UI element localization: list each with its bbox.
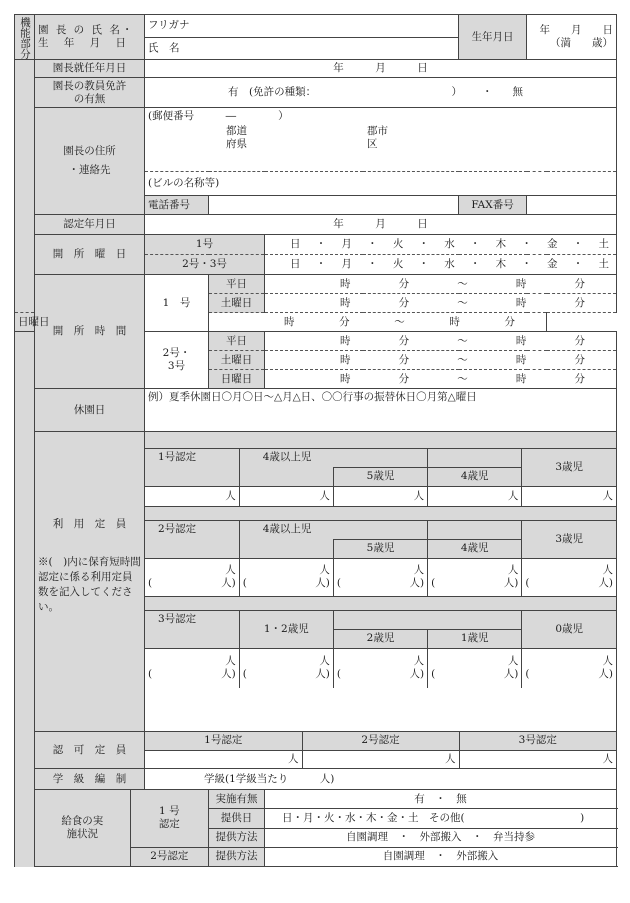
capacity-input[interactable]: 人 ( 人)	[239, 648, 333, 688]
hours-day-label: 日曜日	[209, 370, 265, 389]
hours-day-label: 日曜日	[15, 313, 35, 332]
age-3: 3歳児	[522, 448, 616, 486]
capacity-input[interactable]: 人 ( 人)	[145, 648, 239, 688]
birthdate-field[interactable]: 年 月 日 （満 歳）	[527, 15, 617, 60]
tel-input[interactable]	[209, 196, 459, 215]
age-5: 5歳児	[333, 539, 427, 558]
hours-day-label: 土曜日	[209, 351, 265, 370]
capacity-input[interactable]: 人	[522, 486, 616, 506]
capacity-input[interactable]: 人	[333, 486, 427, 506]
license-field[interactable]: 有 (免許の種類： ） ・ 無	[145, 78, 617, 108]
approval-table	[145, 732, 616, 768]
hours-row[interactable]: 時 分 ～ 時 分	[265, 294, 617, 313]
age-0: 0歳児	[522, 610, 616, 648]
address-label: 園長の住所 ・連絡先	[35, 108, 145, 215]
age-4: 4歳児	[428, 467, 522, 486]
meal-days-field[interactable]: 日・月・火・水・木・金・土 その他( )	[265, 809, 617, 828]
meal-method-field-2go[interactable]: 自園調理 ・ 外部搬入	[265, 847, 617, 866]
name-label: 氏 名	[145, 37, 209, 60]
hours-row[interactable]: 時 分 ～ 時 分	[265, 332, 617, 351]
hours-day-label: 土曜日	[209, 294, 265, 313]
approval-label: 認 可 定 員	[35, 732, 145, 769]
hours-row[interactable]: 時 分 ～ 時 分	[265, 275, 617, 294]
capacity-input[interactable]: 人 ( 人)	[333, 648, 427, 688]
birthdate-label: 生年月日	[459, 15, 527, 60]
director-name-label: 園 長 の 氏 名・ 生 年 月 日	[35, 15, 145, 60]
open-hours-type-2: 2号・ 3号	[145, 332, 209, 389]
capacity-3go-label: 3号認定	[145, 610, 239, 648]
section-label: 機能部分	[15, 15, 35, 60]
approval-2go-label: 2号認定	[302, 732, 459, 750]
age-1-2: 1・2歳児	[239, 610, 333, 648]
tel-label: 電話番号	[145, 196, 209, 215]
capacity-input[interactable]: 人 ( 人)	[522, 558, 616, 596]
age-4: 4歳児	[428, 539, 522, 558]
age-2: 2歳児	[333, 629, 427, 648]
furigana-label: フリガナ	[145, 15, 209, 38]
hours-day-label: 平日	[209, 275, 265, 294]
age-over4: 4歳以上児	[239, 520, 427, 539]
meal-1go-label: 1 号 認定	[130, 790, 208, 847]
open-days-row-1[interactable]: 日 ・ 月 ・ 火 ・ 水 ・ 木 ・ 金 ・ 土	[265, 235, 617, 255]
capacity-input[interactable]: 人 ( 人)	[428, 558, 522, 596]
hours-row[interactable]: 時 分 ～ 時 分	[265, 351, 617, 370]
approval-1go-input[interactable]: 人	[145, 750, 302, 768]
open-days-type-1: 1号	[145, 235, 265, 255]
capacity-label-cell: 利 用 定 員 ※( )内に保育短時間認定に係る利用定員数を記入してください。	[35, 432, 145, 732]
capacity-input[interactable]: 人	[239, 486, 333, 506]
age-3: 3歳児	[522, 520, 616, 558]
open-days-row-2[interactable]: 日 ・ 月 ・ 火 ・ 水 ・ 木 ・ 金 ・ 土	[265, 255, 617, 275]
capacity-2go-label: 2号認定	[145, 520, 239, 558]
section-label-continued	[15, 332, 35, 867]
open-hours-label: 開 所 時 間	[35, 275, 145, 389]
meal-label-block	[35, 790, 209, 867]
open-days-type-2: 2号・3号	[145, 255, 265, 275]
classes-field[interactable]: 学級(1学級当たり 人)	[145, 769, 617, 790]
meal-impl-label: 実施有無	[209, 790, 265, 809]
capacity-input[interactable]: 人	[428, 486, 522, 506]
approval-3go-label: 3号認定	[459, 732, 616, 750]
hours-row[interactable]: 時 分 ～ 時 分	[209, 313, 547, 332]
meal-impl-field[interactable]: 有 ・ 無	[265, 790, 617, 809]
name-input[interactable]	[209, 37, 459, 60]
capacity-grid	[145, 432, 617, 732]
age-1: 1歳児	[428, 629, 522, 648]
meal-label: 給食の実 施状況	[35, 790, 130, 866]
hours-day-label: 平日	[209, 332, 265, 351]
approval-1go-label: 1号認定	[145, 732, 302, 750]
appointment-date-label: 園長就任年月日	[35, 60, 145, 78]
facility-function-form	[14, 14, 617, 867]
capacity-input[interactable]: 人	[145, 486, 239, 506]
capacity-table	[145, 432, 616, 688]
meal-label-table	[35, 790, 208, 866]
approval-2go-input[interactable]: 人	[302, 750, 459, 768]
open-hours-type-1: 1 号	[145, 275, 209, 332]
fax-label: FAX番号	[459, 196, 527, 215]
certification-date-field[interactable]: 年 月 日	[145, 215, 617, 235]
furigana-input[interactable]	[209, 15, 459, 38]
building-field[interactable]: (ビルの名称等)	[145, 172, 617, 196]
section-label-continued	[15, 60, 35, 313]
capacity-input[interactable]: 人 ( 人)	[239, 558, 333, 596]
appointment-date-field[interactable]: 年 月 日	[145, 60, 617, 78]
capacity-input[interactable]: 人 ( 人)	[145, 558, 239, 596]
hours-row[interactable]: 時 分 ～ 時 分	[265, 370, 617, 389]
meal-method-field-1go[interactable]: 自園調理 ・ 外部搬入 ・ 弁当持参	[265, 828, 617, 847]
age-5: 5歳児	[333, 467, 427, 486]
meal-2go-label: 2号認定	[130, 847, 208, 866]
meal-days-label: 提供日	[209, 809, 265, 828]
capacity-input[interactable]: 人 ( 人)	[333, 558, 427, 596]
certification-date-label: 認定年月日	[35, 215, 145, 235]
meal-method-label: 提供方法	[209, 847, 265, 866]
address-field[interactable]: (郵便番号 ― ） 都道 府県 郡市 区	[145, 108, 617, 172]
license-label: 園長の教員免許 の有無	[35, 78, 145, 108]
capacity-input[interactable]: 人 ( 人)	[522, 648, 616, 688]
holiday-label: 休園日	[35, 389, 145, 432]
approval-3go-input[interactable]: 人	[459, 750, 616, 768]
classes-label: 学 級 編 制	[35, 769, 145, 790]
capacity-1go-label: 1号認定	[145, 448, 239, 486]
approval-grid	[145, 732, 617, 769]
age-over4: 4歳以上児	[239, 448, 427, 467]
capacity-input[interactable]: 人 ( 人)	[428, 648, 522, 688]
fax-input[interactable]	[527, 196, 617, 215]
holiday-field[interactable]: 例）夏季休園日〇月〇日～△月△日、〇〇行事の振替休日〇月第△曜日	[145, 389, 617, 432]
meal-method-label: 提供方法	[209, 828, 265, 847]
open-days-label: 開 所 曜 日	[35, 235, 145, 275]
